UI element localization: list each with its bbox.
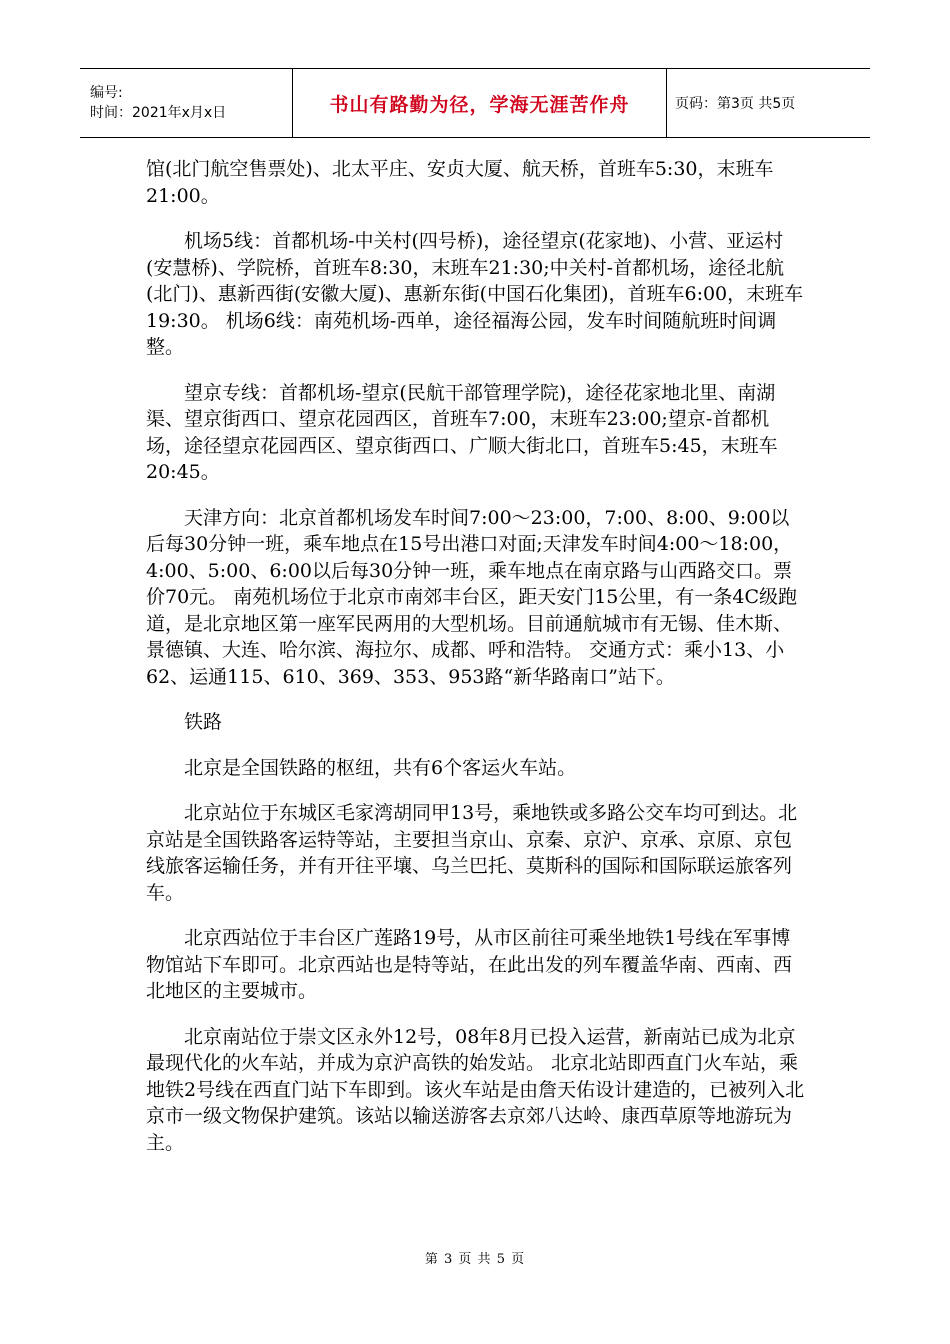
document-body (146, 156, 806, 1175)
paragraph-beijing-south-north: 北京南站位于崇文区永外12号，08年8月已投入运营，新南站已成为北京最现代化的火车站，并成为京沪高铁的始发站。 北京北站即西直门火车站，乘地铁2号线在西直门站下车即到。该火车站是由詹天佑设计建造的，已被列入北京市一级文物保护建筑。该站以输送游客去京郊八达岭、康西草原等地游玩为主。 (146, 1025, 805, 1154)
serial-label: 编号: (90, 85, 123, 101)
page-footer: 第 3 页 共 5 页 (424, 1252, 526, 1267)
header-page-code-cell (667, 69, 870, 137)
paragraph-wangjing-line: 望京专线：首都机场-望京(民航干部管理学院)，途径花家地北里、南湖渠、望京街西口、望京花园西区，首班车7:00，末班车23:00;望京-首都机场，途径望京花园西区、望京街西口、广顺大街北口，首班车5:45，末班车20:45。 (146, 381, 778, 483)
header-meta (80, 69, 292, 137)
document-header (80, 68, 870, 138)
header-motto-cell (292, 69, 667, 137)
paragraph-beijing-station: 北京站位于东城区毛家湾胡同甲13号，乘地铁或多路公交车均可到达。北京站是全国铁路客运特等站，主要担当京山、京秦、京沪、京承、京原、京包线旅客运输任务，并有开往平壤、乌兰巴托、莫斯科的国际和国际联运旅客列车。 (146, 802, 798, 904)
paragraph-continued: 馆(北门航空售票处)、北太平庄、安贞大厦、航天桥，首班车5:30，末班车21:00。 (146, 158, 774, 207)
page-code: 页码：第3页 共5页 (675, 96, 796, 112)
section-heading-railway: 铁路 (184, 711, 223, 733)
paragraph-railway-intro: 北京是全国铁路的枢纽，共有6个客运火车站。 (184, 756, 577, 779)
paragraph-airport-line-5: 机场5线：首都机场-中关村(四号桥)，途径望京(花家地)、小营、亚运村(安慧桥)、学院桥，首班车8:30，末班车21:30;中关村-首都机场，途径北航(北门)、惠新西街(安徽大厦)、惠新东街(中国石化集团)，首班车6:00，末班车19:30。 机场6线：南苑机场-西单，途径福海公园，发车时间随航班时间调整。 (146, 230, 804, 358)
paragraph-tianjin-nanyuan: 天津方向：北京首都机场发车时间7:00～23:00，7:00、8:00、9:00以后每30分钟一班，乘车地点在15号出港口对面;天津发车时间4:00～18:00，4:00、5:00、6:00以后每30分钟一班，乘车地点在南京路与山西路交口。票价70元。 南苑机场位于北京市南郊丰台区，距天安门15公里，有一条4C级跑道，是北京地区第一座军民两用的大型机场。目前通航城市有无锡、佳木斯、景德镇、大连、哈尔滨、海拉尔、成都、呼和浩特。 交通方式：乘小13、小62、运通115、610、369、353、953路“新华路南口”站下。 (146, 506, 798, 688)
date-label: 时间：2021年x月x日 (90, 105, 227, 121)
header-motto: 书山有路勤为径，学海无涯苦作舟 (329, 93, 630, 116)
paragraph-beijing-west: 北京西站位于丰台区广莲路19号，从市区前往可乘坐地铁1号线在军事博物馆站下车即可。北京西站也是特等站，在此出发的列车覆盖华南、西南、西北地区的主要城市。 (146, 927, 793, 1002)
